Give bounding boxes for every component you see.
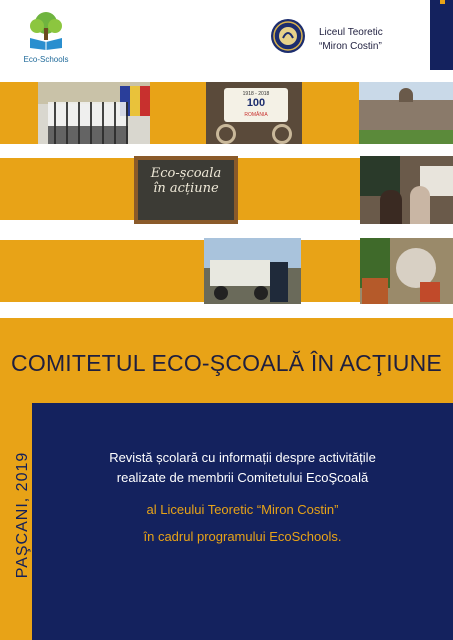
- school-name-line2: “Miron Costin”: [319, 41, 382, 52]
- eco-schools-logo: [22, 10, 70, 62]
- centenary-number: 100: [246, 97, 266, 109]
- top-navy-strip: [430, 0, 453, 70]
- photo-classroom: [360, 156, 453, 224]
- photo-truck: [204, 238, 301, 304]
- description-line-1: Revistă școlară cu informații despre activitățile: [109, 450, 376, 465]
- photo-students-group: [38, 82, 150, 144]
- top-corner-mark: [440, 0, 445, 4]
- description-line-4: în cadrul programului EcoSchools.: [143, 529, 342, 544]
- description-line-2: realizate de membrii Comitetului EcoŞcoală: [116, 470, 369, 485]
- photo-planting: [360, 238, 453, 304]
- photo-palace: [359, 82, 453, 144]
- magazine-title: COMITETUL ECO-ŞCOALĂ ÎN ACŢIUNE: [11, 350, 442, 376]
- description-line-3: al Liceului Teoretic “Miron Costin”: [146, 502, 339, 517]
- centenary-country: ROMÂNIA: [244, 112, 268, 118]
- photo-centenary-cart: [206, 82, 302, 144]
- centenary-years: 1918 - 2018: [242, 91, 270, 97]
- logo-label: Eco-Schools: [23, 55, 69, 64]
- school-emblem: [270, 18, 306, 54]
- school-name-line1: Liceul Teoretic: [319, 27, 383, 38]
- chalkboard-text: Eco-școala în acțiune: [150, 166, 222, 196]
- school-crest-icon: [270, 18, 306, 54]
- tree-book-icon: [22, 10, 70, 50]
- photo-chalkboard: [134, 156, 238, 224]
- side-label-text: PAŞCANI, 2019: [14, 451, 31, 579]
- description-panel: [32, 403, 453, 640]
